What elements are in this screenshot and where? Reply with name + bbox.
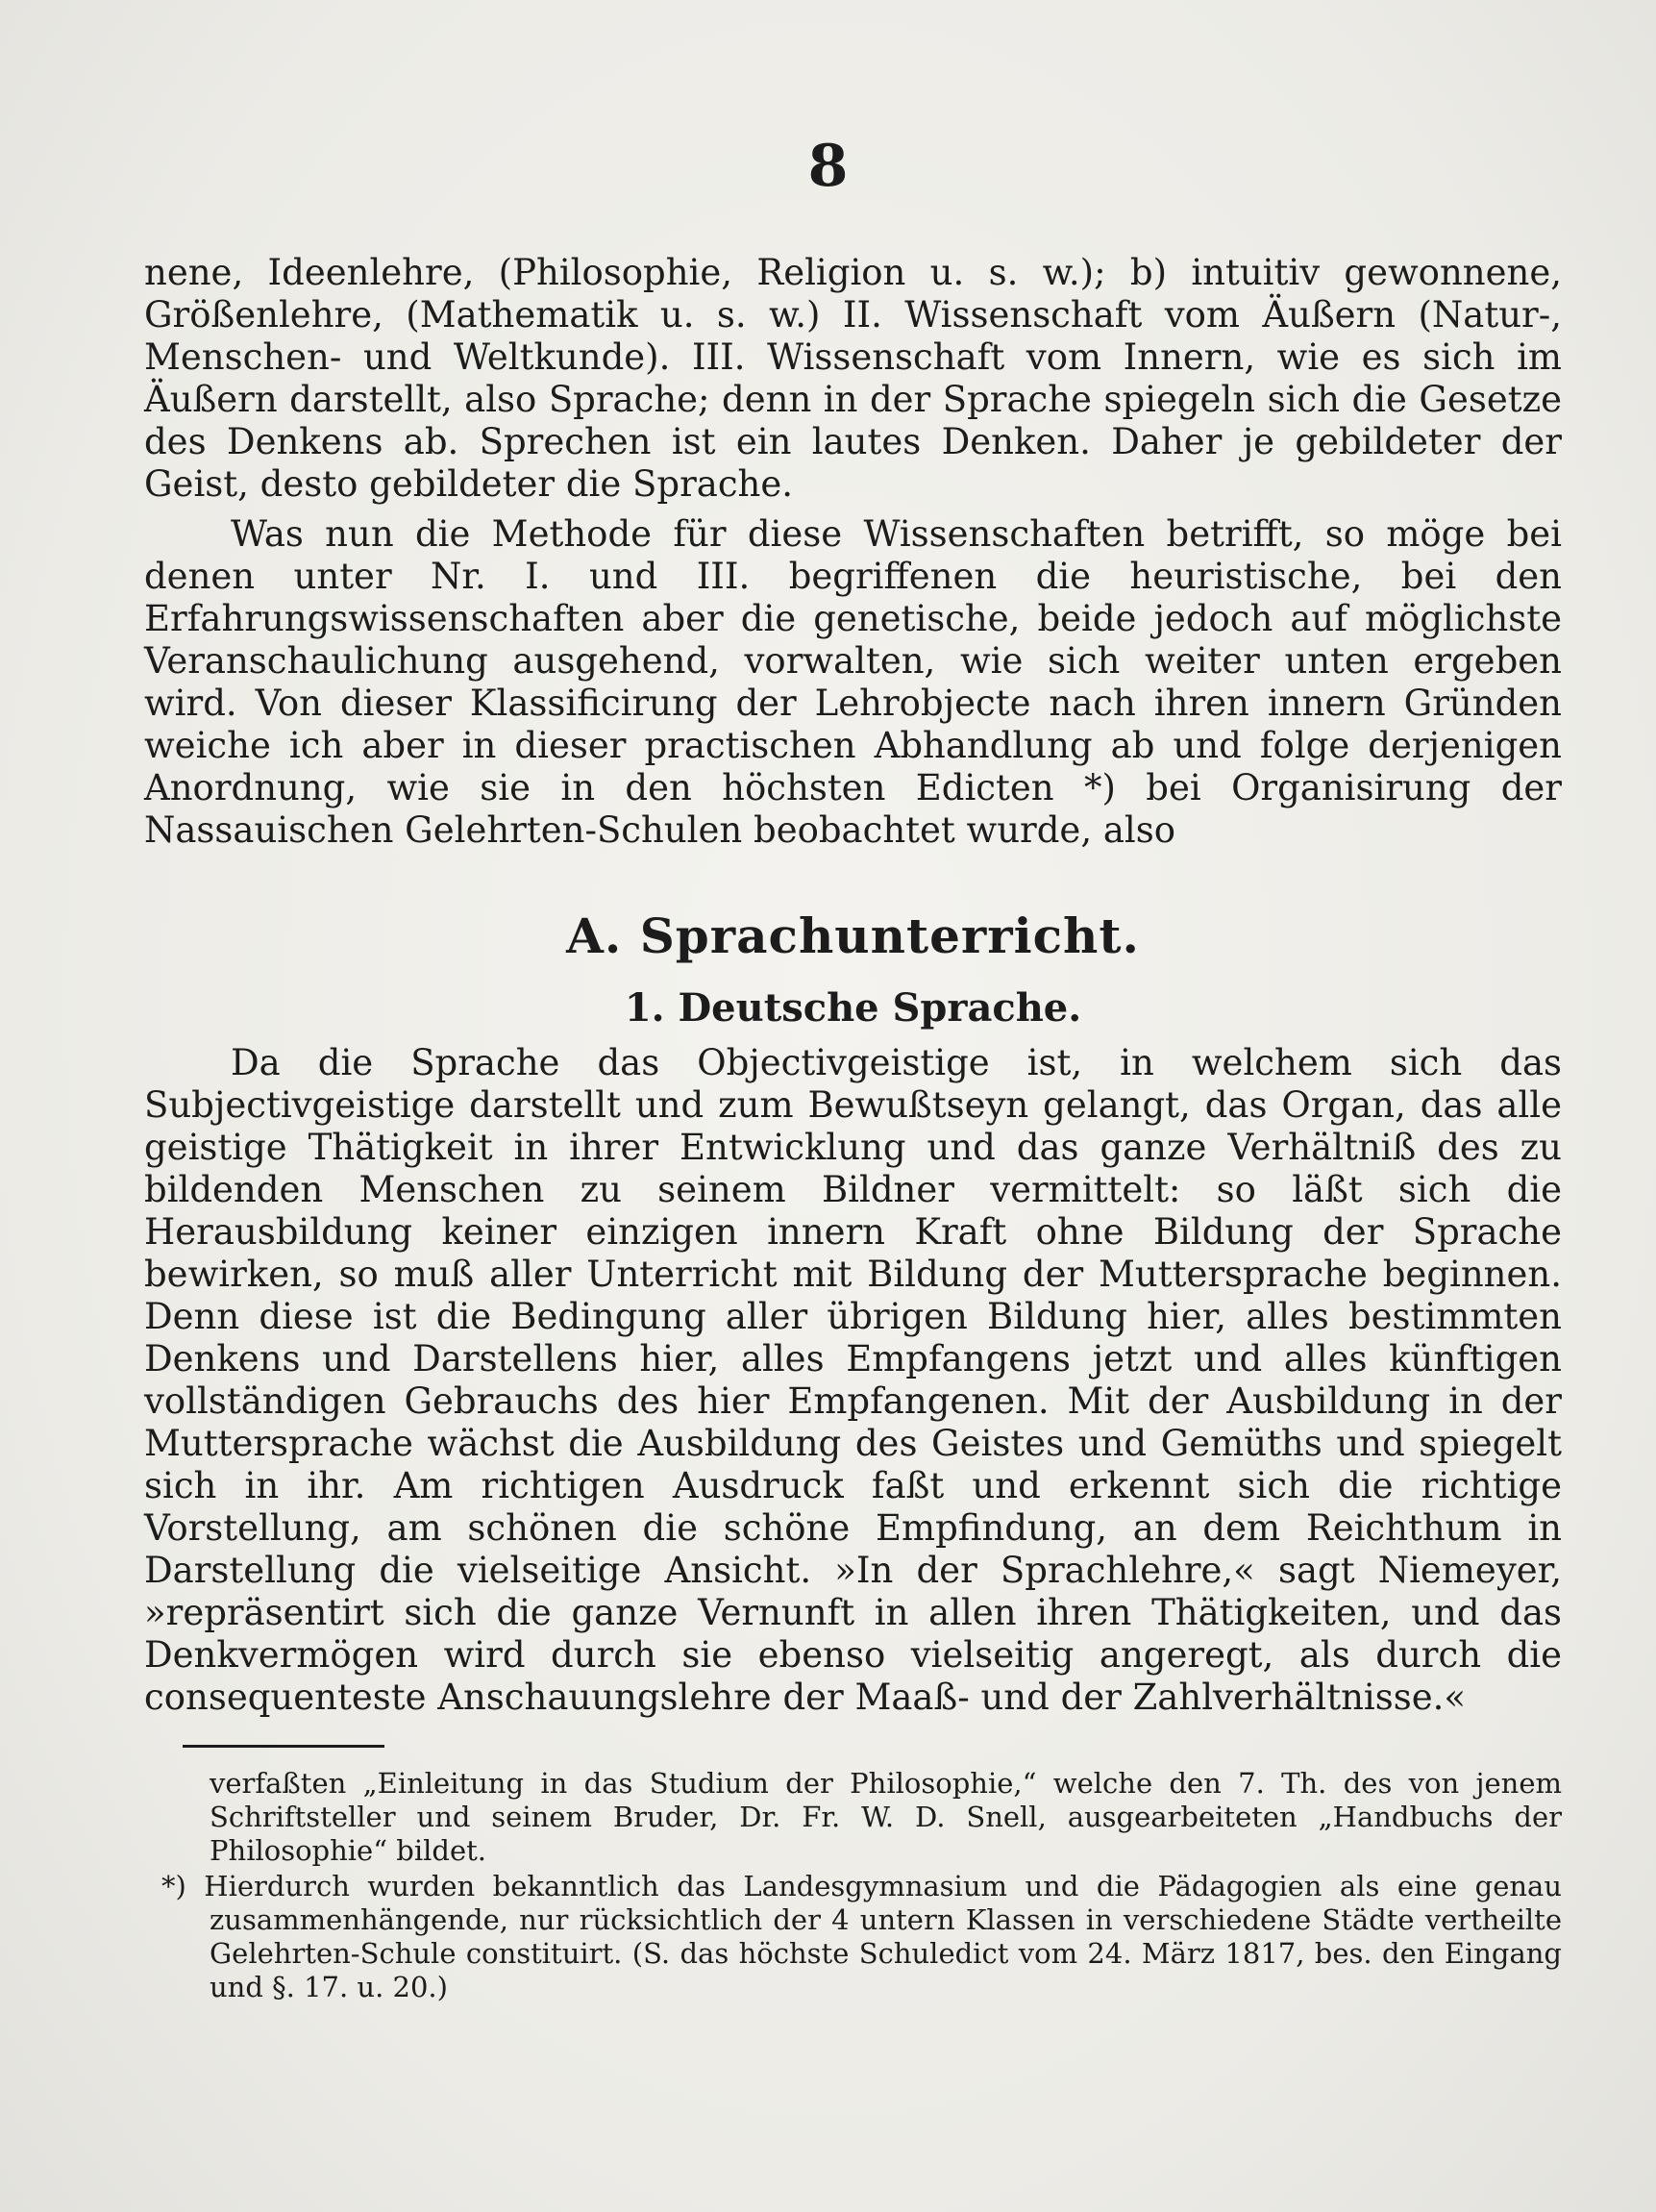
subsection-heading: 1. Deutsche Sprache.	[624, 985, 1082, 1031]
footnote-continuation: verfaßten „Einleitung in das Studium der Philosophie,“ welche den 7. Th. des von jenem Schriftsteller und seinem Bruder, Dr. Fr. W. D. Snell, ausgearbeiteten „Handbuchs der Philosophie“ bildet.	[210, 1767, 1562, 1867]
main-text	[144, 252, 1562, 1719]
paragraph-2: Was nun die Methode für diese Wissenschaften betrifft, so möge bei denen unter Nr. I. und III. begriffenen die heuristische, bei den Erfahrungswissenschaften aber die genetische, beide jedoch auf möglichste Veranschaulichung ausgehend, vorwalten, wie sich weiter unten ergeben wird. Von dieser Klassificirung der Lehrobjecte nach ihren innern Gründen weiche ich aber in dieser practischen Abhandlung ab und folge derjenigen Anordnung, wie sie in den höchsten Edicten *) bei Organisirung der Nassauischen Gelehrten-Schulen beobachtet wurde, also	[144, 513, 1562, 851]
footnote-star: *) Hierdurch wurden bekanntlich das Landesgymnasium und die Pädagogien als eine genau zusammenhängende, nur rücksichtlich der 4 untern Klassen in verschiedene Städte vertheilte Gelehrten-Schule constituirt. (S. das höchste Schuledict vom 24. März 1817, bes. den Eingang und §. 17. u. 20.)	[161, 1870, 1562, 2003]
section-heading: A. Sprachunterricht.	[566, 907, 1140, 964]
page-number: 8	[807, 133, 849, 200]
paragraph-3: Da die Sprache das Objectivgeistige ist, in welchem sich das Subjectivgeistige darstellt und zum Bewußtseyn gelangt, das Organ, das alle geistige Thätigkeit in ihrer Entwicklung und das ganze Verhältniß des zu bildenden Menschen zu seinem Bildner vermittelt: so läßt sich die Herausbildung keiner einzigen innern Kraft ohne Bildung der Sprache bewirken, so muß aller Unterricht mit Bildung der Muttersprache beginnen. Denn diese ist die Bedingung aller übrigen Bildung hier, alles bestimmten Denkens und Darstellens hier, alles Empfangens jetzt und alles künftigen vollständigen Gebrauchs des hier Empfangenen. Mit der Ausbildung in der Muttersprache wächst die Ausbildung des Geistes und Gemüths und spiegelt sich in ihr. Am richtigen Ausdruck faßt und erkennt sich die richtige Vorstellung, am schönen die schöne Empfindung, an dem Reichthum in Darstellung die vielseitige Ansicht. »In der Sprachlehre,« sagt Niemeyer, »repräsentirt sich die ganze Vernunft in allen ihren Thätigkeiten, und das Denkvermögen wird durch sie ebenso vielseitig angeregt, als durch die consequenteste Anschauungslehre der Maaß- und der Zahlverhältnisse.«	[144, 1042, 1562, 1718]
paragraph-1: nene, Ideenlehre, (Philosophie, Religion u. s. w.); b) intuitiv gewonnene, Größenlehre, (Mathematik u. s. w.) II. Wissenschaft vom Äußern (Natur-, Menschen- und Weltkunde). III. Wissenschaft vom Innern, wie es sich im Äußern darstellt, also Sprache; denn in der Sprache spiegeln sich die Gesetze des Denkens ab. Sprechen ist ein lautes Denken. Daher je gebildeter der Geist, desto gebildeter die Sprache.	[144, 252, 1562, 505]
footnotes	[144, 1767, 1562, 2004]
footnote-divider	[183, 1745, 384, 1748]
